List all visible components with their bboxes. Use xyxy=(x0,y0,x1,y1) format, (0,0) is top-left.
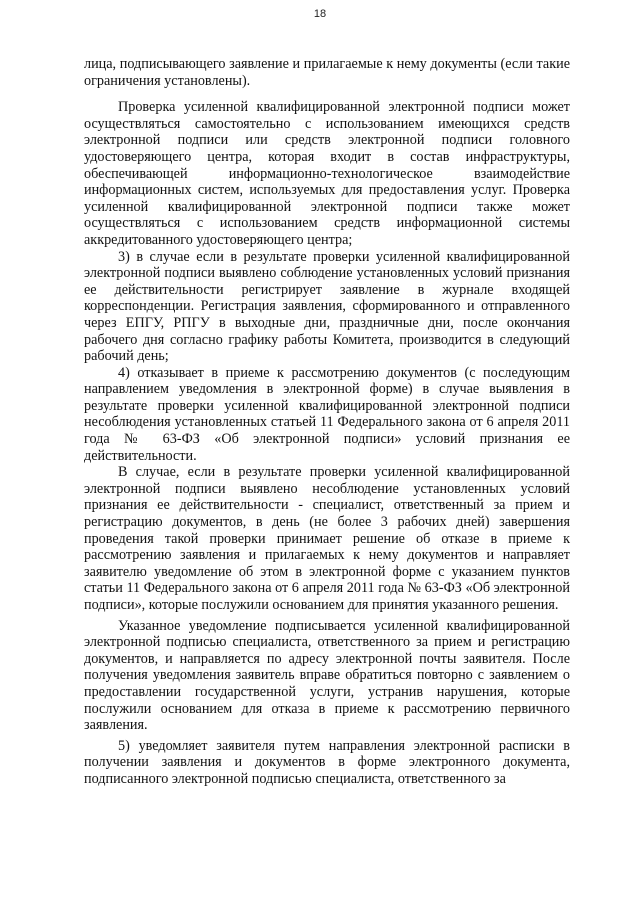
paragraph-signature-verification: Проверка усиленной квалифицированной электронной подписи может осуществляться самостоятельно с использованием имеющихся средств электронной подписи или средств электронной подписи головного удостоверяющего центра, которая входит в состав инфраструктуры, обеспечивающей информационно-технологическое взаимодействие информационных систем, используемых для предоставления услуг. Проверка усиленной квалифицированной электронной подписи также может осуществляться с использованием средств информационной системы аккредитованного удостоверяющего центра; xyxy=(84,99,570,248)
paragraph-refusal-case: В случае, если в результате проверки усиленной квалифицированной электронной подписи выявлено несоблюдение установленных условий признания ее действительности - специалист, ответственный за прием и регистрацию документов, в день (не более 3 рабочих дней) завершения проведения такой проверки принимает решение об отказе в приеме к рассмотрению заявления и прилагаемых к нему документов и направляет заявителю уведомление об этом в электронной форме с указанием пунктов статьи 11 Федерального закона от 6 апреля 2011 года № 63-ФЗ «Об электронной подписи», которые послужили основанием для принятия указанного решения. xyxy=(84,464,570,613)
paragraph-item-5: 5) уведомляет заявителя путем направления электронной расписки в получении заявления и документов в форме электронного документа, подписанного электронной подписью специалиста, ответственного за xyxy=(84,737,570,787)
paragraph-continuation: лица, подписывающего заявление и прилагаемые к нему документы (если такие ограничения установлены). xyxy=(84,56,570,89)
page-number: 18 xyxy=(313,8,327,20)
paragraph-notification: Указанное уведомление подписывается усиленной квалифицированной электронной подписью специалиста, ответственного за прием и регистрацию документов, и направляется по адресу электронной почты заявителя. После получения уведомления заявитель вправе обратиться повторно с заявлением о предоставлении государственной услуги, устранив нарушения, которые послужили основанием для отказа в приеме к рассмотрению первичного заявления. xyxy=(84,617,570,734)
paragraph-item-3: 3) в случае если в результате проверки усиленной квалифицированной электронной подписи выявлено соблюдение установленных условий признания ее действительности регистрирует заявление в журнале входящей корреспонденции. Регистрация заявления, сформированного и отправленного через ЕПГУ, РПГУ в выходные дни, праздничные дни, после окончания рабочего дня согласно графику работы Комитета, производится в следующий рабочий день; xyxy=(84,248,570,365)
paragraph-item-4: 4) отказывает в приеме к рассмотрению документов (с последующим направлением уведомления в электронной форме) в случае выявления в результате проверки усиленной квалифицированной электронной подписи несоблюдения установленных статьей 11 Федерального закона от 6 апреля 2011 года № 63-ФЗ «Об электронной подписи» условий признания ее действительности. xyxy=(84,364,570,464)
document-body xyxy=(84,56,570,788)
